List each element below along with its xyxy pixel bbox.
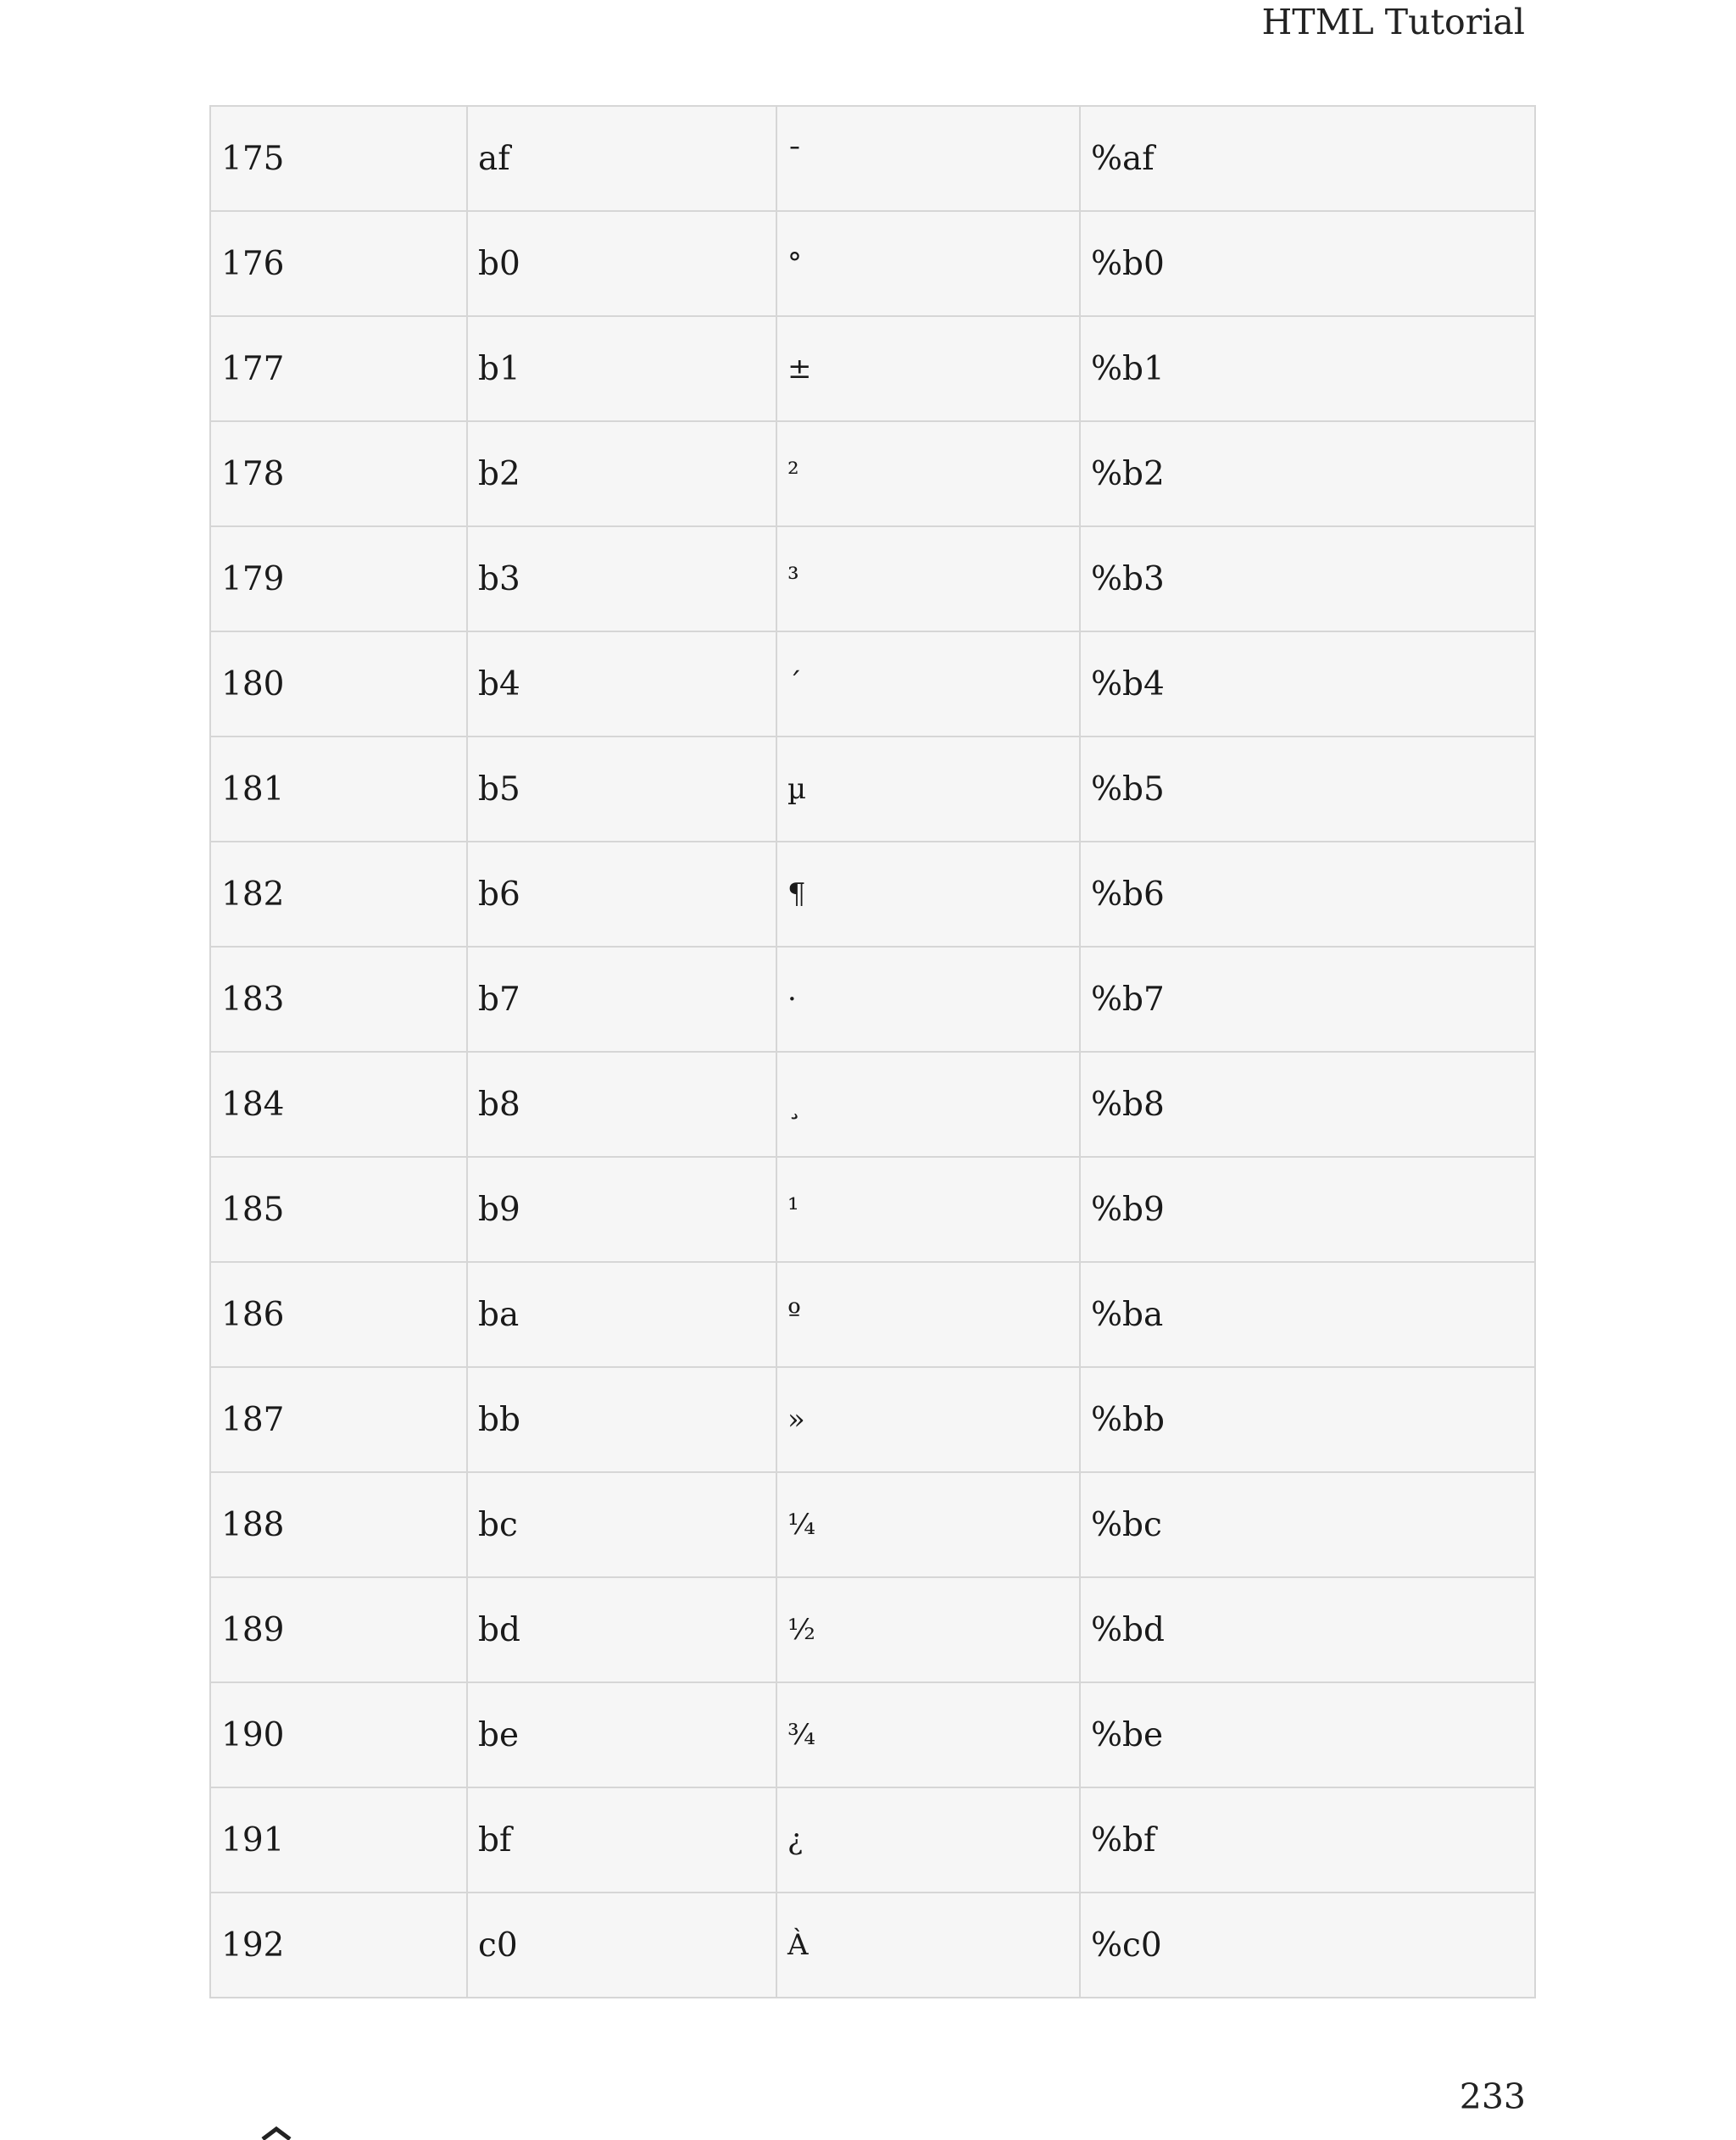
character-cell: ½ [776,1577,1080,1682]
hex-cell: bc [467,1472,776,1577]
hex-cell: b1 [467,316,776,421]
url-encoding-cell: %b2 [1080,421,1535,526]
url-encoding-cell: %b4 [1080,631,1535,736]
hex-cell: b9 [467,1157,776,1262]
hex-cell: be [467,1682,776,1787]
decimal-cell: 180 [210,631,467,736]
url-encoding-cell: %b7 [1080,947,1535,1052]
url-encoding-cell: %b6 [1080,842,1535,947]
character-cell: º [776,1262,1080,1367]
url-encoding-cell: %b0 [1080,211,1535,316]
hex-cell: ba [467,1262,776,1367]
chevron-up-icon[interactable] [259,2126,293,2140]
decimal-cell: 189 [210,1577,467,1682]
character-cell: » [776,1367,1080,1472]
table-row [210,947,1535,1052]
hex-cell: b2 [467,421,776,526]
url-encoding-cell: %af [1080,106,1535,211]
url-encoding-cell: %bf [1080,1787,1535,1893]
character-cell: ¾ [776,1682,1080,1787]
decimal-cell: 188 [210,1472,467,1577]
table-row [210,1577,1535,1682]
table-row [210,1262,1535,1367]
url-encoding-cell: %ba [1080,1262,1535,1367]
hex-cell: c0 [467,1893,776,1998]
table-row [210,1157,1535,1262]
decimal-cell: 192 [210,1893,467,1998]
decimal-cell: 178 [210,421,467,526]
decimal-cell: 183 [210,947,467,1052]
table-row [210,631,1535,736]
character-cell: ¼ [776,1472,1080,1577]
decimal-cell: 190 [210,1682,467,1787]
decimal-cell: 185 [210,1157,467,1262]
hex-cell: bb [467,1367,776,1472]
table-row [210,1472,1535,1577]
table-row [210,211,1535,316]
url-encoding-cell: %b3 [1080,526,1535,631]
character-cell: À [776,1893,1080,1998]
table-row [210,106,1535,211]
table-row [210,842,1535,947]
table-row [210,1787,1535,1893]
decimal-cell: 176 [210,211,467,316]
hex-cell: b5 [467,736,776,842]
character-cell: ° [776,211,1080,316]
character-cell: ³ [776,526,1080,631]
decimal-cell: 182 [210,842,467,947]
chevron-up-icon-graphic [259,2126,293,2140]
table-row [210,1682,1535,1787]
decimal-cell: 184 [210,1052,467,1157]
character-cell: · [776,947,1080,1052]
decimal-cell: 179 [210,526,467,631]
decimal-cell: 175 [210,106,467,211]
table-row [210,1367,1535,1472]
character-cell: ¿ [776,1787,1080,1893]
hex-cell: b7 [467,947,776,1052]
decimal-cell: 181 [210,736,467,842]
decimal-cell: 191 [210,1787,467,1893]
character-cell: ¶ [776,842,1080,947]
character-code-table [209,105,1536,1998]
hex-cell: bf [467,1787,776,1893]
url-encoding-cell: %bd [1080,1577,1535,1682]
table-row [210,526,1535,631]
table-row [210,736,1535,842]
hex-cell: af [467,106,776,211]
hex-cell: b8 [467,1052,776,1157]
url-encoding-cell: %be [1080,1682,1535,1787]
character-cell: ´ [776,631,1080,736]
character-cell: µ [776,736,1080,842]
url-encoding-cell: %b5 [1080,736,1535,842]
url-encoding-cell: %bc [1080,1472,1535,1577]
url-encoding-cell: %c0 [1080,1893,1535,1998]
hex-cell: b4 [467,631,776,736]
table-row [210,1052,1535,1157]
document-title: HTML Tutorial [1261,2,1525,42]
hex-cell: b6 [467,842,776,947]
character-cell: ¸ [776,1052,1080,1157]
table-row [210,316,1535,421]
decimal-cell: 186 [210,1262,467,1367]
character-cell: ¯ [776,106,1080,211]
table-row [210,421,1535,526]
page-number: 233 [1459,2076,1526,2117]
hex-cell: b3 [467,526,776,631]
url-encoding-cell: %b8 [1080,1052,1535,1157]
character-cell: ¹ [776,1157,1080,1262]
character-cell: ² [776,421,1080,526]
character-code-table-container [209,105,1534,1998]
decimal-cell: 177 [210,316,467,421]
hex-cell: b0 [467,211,776,316]
url-encoding-cell: %b1 [1080,316,1535,421]
character-cell: ± [776,316,1080,421]
table-row [210,1893,1535,1998]
hex-cell: bd [467,1577,776,1682]
url-encoding-cell: %b9 [1080,1157,1535,1262]
running-header [1261,0,1525,44]
url-encoding-cell: %bb [1080,1367,1535,1472]
decimal-cell: 187 [210,1367,467,1472]
